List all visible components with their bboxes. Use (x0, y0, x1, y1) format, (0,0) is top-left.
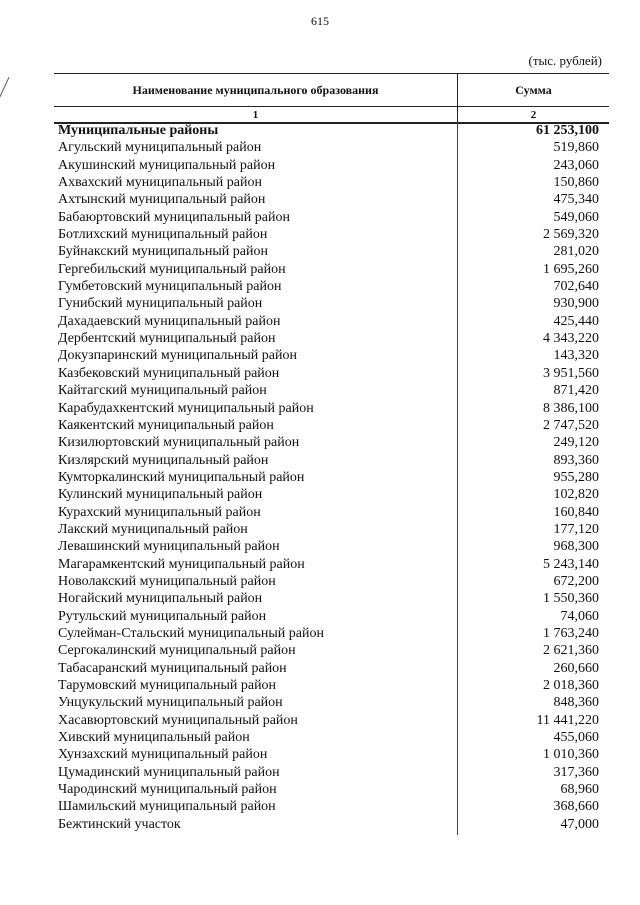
row-name: Магарамкентский муниципальный район (58, 556, 305, 572)
table-row (54, 400, 609, 417)
total-row (54, 122, 609, 139)
row-sum: 317,360 (553, 764, 599, 780)
table-row (54, 729, 609, 746)
table-row (54, 261, 609, 278)
table-row (54, 573, 609, 590)
row-name: Табасаранский муниципальный район (58, 660, 287, 676)
table-row (54, 625, 609, 642)
table-row (54, 434, 609, 451)
row-sum: 893,360 (553, 452, 599, 468)
row-name: Ахвахский муниципальный район (58, 175, 262, 191)
row-name: Рутульский муниципальный район (58, 608, 267, 624)
row-sum: 549,060 (553, 209, 599, 225)
row-sum: 260,660 (553, 660, 599, 676)
row-name: Казбековский муниципальный район (58, 365, 280, 381)
table-body (54, 122, 609, 833)
row-name: Гунибский муниципальный район (58, 296, 263, 312)
table-row (54, 764, 609, 781)
table-row (54, 556, 609, 573)
table-row (54, 452, 609, 469)
table-row (54, 243, 609, 260)
row-sum: 871,420 (553, 383, 599, 399)
row-sum: 848,360 (553, 695, 599, 711)
row-name: Кумторкалинский муниципальный район (58, 469, 305, 485)
row-name: Карабудахкентский муниципальный район (58, 400, 314, 416)
row-sum: 2 621,360 (543, 643, 599, 659)
table-row (54, 712, 609, 729)
table-row (54, 139, 609, 156)
row-name: Хасавюртовский муниципальный район (58, 712, 298, 728)
scan-mark (0, 77, 9, 101)
table-row (54, 538, 609, 555)
table-row (54, 157, 609, 174)
row-sum: 243,060 (553, 157, 599, 173)
table-row (54, 781, 609, 798)
row-sum: 143,320 (553, 348, 599, 364)
row-name: Акушинский муниципальный район (58, 157, 276, 173)
row-name: Бабаюртовский муниципальный район (58, 209, 290, 225)
row-sum: 1 695,260 (543, 261, 599, 277)
table-header (54, 73, 609, 124)
header-row (54, 74, 609, 107)
row-sum: 930,900 (553, 296, 599, 312)
row-name: Цумадинский муниципальный район (58, 764, 280, 780)
row-sum: 102,820 (553, 487, 599, 503)
table-row (54, 504, 609, 521)
row-sum: 47,000 (560, 816, 599, 832)
table-row (54, 226, 609, 243)
table-row (54, 313, 609, 330)
table-row (54, 365, 609, 382)
total-sum: 61 253,100 (536, 123, 599, 138)
row-sum: 11 441,220 (536, 712, 599, 728)
row-sum: 150,860 (553, 175, 599, 191)
row-name: Чародинский муниципальный район (58, 782, 277, 798)
table-row (54, 590, 609, 607)
row-sum: 5 243,140 (543, 556, 599, 572)
table-row (54, 191, 609, 208)
row-name: Кизлярский муниципальный район (58, 452, 269, 468)
row-name: Ногайский муниципальный район (58, 591, 263, 607)
column-number-row (54, 107, 609, 123)
row-name: Ахтынский муниципальный район (58, 192, 266, 208)
table-row (54, 798, 609, 815)
table-row (54, 295, 609, 312)
table-row (54, 486, 609, 503)
column-number-1: 1 (54, 107, 458, 122)
table-row (54, 174, 609, 191)
row-sum: 475,340 (553, 192, 599, 208)
row-sum: 1 010,360 (543, 747, 599, 763)
row-name: Хунзахский муниципальный район (58, 747, 268, 763)
row-sum: 4 343,220 (543, 331, 599, 347)
header-name: Наименование муниципального образования (54, 74, 458, 106)
row-name: Каякентский муниципальный район (58, 417, 274, 433)
column-number-2: 2 (530, 108, 537, 121)
table-row (54, 417, 609, 434)
table-row (54, 347, 609, 364)
row-name: Левашинский муниципальный район (58, 539, 280, 555)
row-sum: 368,660 (553, 799, 599, 815)
row-sum: 68,960 (560, 782, 599, 798)
row-name: Дахадаевский муниципальный район (58, 313, 281, 329)
table-row (54, 746, 609, 763)
row-sum: 955,280 (553, 469, 599, 485)
row-sum: 968,300 (553, 539, 599, 555)
row-sum: 1 550,360 (543, 591, 599, 607)
row-name: Буйнакский муниципальный район (58, 244, 268, 260)
row-sum: 1 763,240 (543, 625, 599, 641)
table-row (54, 521, 609, 538)
table-row (54, 608, 609, 625)
row-sum: 519,860 (553, 140, 599, 156)
row-name: Сулейман-Стальский муниципальный район (58, 625, 324, 641)
row-name: Дербентский муниципальный район (58, 331, 276, 347)
table-row (54, 694, 609, 711)
table-row (54, 209, 609, 226)
row-name: Новолакский муниципальный район (58, 573, 276, 589)
total-name: Муниципальные районы (58, 123, 219, 138)
table-row (54, 382, 609, 399)
row-sum: 249,120 (553, 435, 599, 451)
row-sum: 702,640 (553, 279, 599, 295)
row-sum: 8 386,100 (543, 400, 599, 416)
table-row (54, 816, 609, 833)
row-name: Тарумовский муниципальный район (58, 678, 277, 693)
row-name: Шамильский муниципальный район (58, 799, 276, 815)
row-sum: 672,200 (553, 573, 599, 589)
row-name: Кайтагский муниципальный район (58, 383, 267, 399)
row-sum: 74,060 (560, 608, 599, 624)
row-sum: 160,840 (553, 504, 599, 520)
row-sum: 2 569,320 (543, 227, 599, 243)
table-row (54, 660, 609, 677)
units-label: (тыс. рублей) (528, 53, 602, 68)
row-sum: 2 747,520 (543, 417, 599, 433)
row-name: Агульский муниципальный район (58, 140, 262, 156)
row-name: Лакский муниципальный район (58, 521, 248, 537)
row-sum: 2 018,360 (543, 678, 599, 693)
table-row (54, 642, 609, 659)
row-name: Докузпаринский муниципальный район (58, 348, 297, 364)
row-name: Курахский муниципальный район (58, 504, 261, 520)
row-sum: 425,440 (553, 313, 599, 329)
row-name: Кизилюртовский муниципальный район (58, 435, 300, 451)
row-name: Хивский муниципальный район (58, 730, 250, 746)
row-name: Бежтинский участок (58, 816, 181, 832)
table-row (54, 330, 609, 347)
table-row (54, 278, 609, 295)
row-sum: 281,020 (553, 244, 599, 260)
page-number: 615 (311, 14, 329, 28)
table-row (54, 677, 609, 694)
row-sum: 3 951,560 (543, 365, 599, 381)
row-name: Унцукульский муниципальный район (58, 695, 283, 711)
row-name: Сергокалинский муниципальный район (58, 643, 296, 659)
row-name: Гергебильский муниципальный район (58, 261, 286, 277)
row-sum: 177,120 (553, 521, 599, 537)
header-sum: Сумма (515, 82, 552, 97)
table-row (54, 469, 609, 486)
row-name: Ботлихский муниципальный район (58, 227, 268, 243)
row-sum: 455,060 (553, 730, 599, 746)
row-name: Гумбетовский муниципальный район (58, 279, 282, 295)
row-name: Кулинский муниципальный район (58, 487, 263, 503)
